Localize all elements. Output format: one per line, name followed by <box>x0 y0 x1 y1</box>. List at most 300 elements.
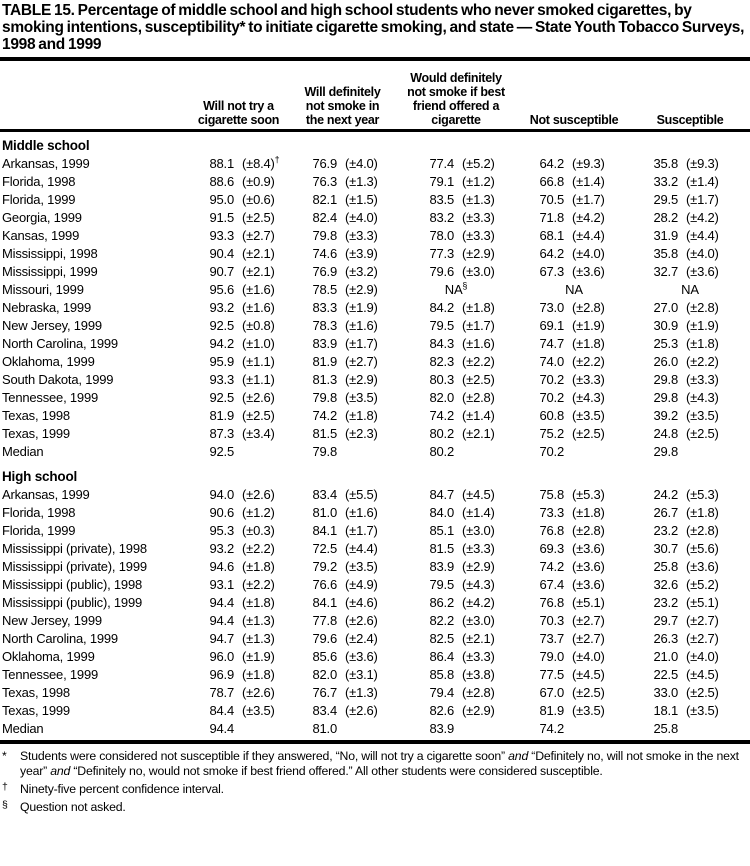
value-cell: 95.9 <box>209 354 234 369</box>
header-row <box>0 61 750 131</box>
footnote-text: Ninety-five percent confidence interval. <box>20 782 224 796</box>
table-row <box>0 281 750 299</box>
value-cell: 82.3 <box>429 354 454 369</box>
table-row <box>0 684 750 702</box>
state-label: Tennessee, 1999 <box>2 390 99 405</box>
confidence-interval-cell: (±2.6) <box>242 390 275 405</box>
value-cell: 82.6 <box>429 703 454 718</box>
footnote-marker: * <box>2 749 7 763</box>
value-cell: 26.0 <box>653 354 679 369</box>
state-label: North Carolina, 1999 <box>2 336 118 351</box>
confidence-interval-cell <box>234 720 291 738</box>
table-row <box>0 425 750 443</box>
value-cell: 84.1 <box>312 523 337 538</box>
state-label: New Jersey, 1999 <box>2 613 102 628</box>
value-cell: 70.3 <box>539 613 564 628</box>
confidence-interval-cell: (±2.8) <box>462 390 495 405</box>
confidence-interval-cell: (±2.7) <box>572 631 605 646</box>
value-cell: 83.4 <box>312 487 337 502</box>
value-cell: 74.7 <box>539 336 564 351</box>
table-row <box>0 317 750 335</box>
confidence-interval-cell <box>678 720 750 738</box>
confidence-interval-cell: (±3.2) <box>345 264 378 279</box>
value-cell: 79.8 <box>312 390 337 405</box>
value-cell: 22.5 <box>653 667 679 682</box>
confidence-interval-cell: (±1.9) <box>686 318 719 333</box>
confidence-interval-cell: (±2.9) <box>462 246 495 261</box>
confidence-interval-cell: (±4.9) <box>345 577 378 592</box>
confidence-interval-cell <box>337 443 394 461</box>
table-row <box>0 263 750 281</box>
confidence-interval-cell: (±5.3) <box>686 487 719 502</box>
value-cell: 78.5 <box>312 282 337 297</box>
table-row <box>0 486 750 504</box>
value-cell: 85.8 <box>429 667 454 682</box>
confidence-interval-cell: (±2.8) <box>572 523 605 538</box>
confidence-interval-cell: (±2.6) <box>345 613 378 628</box>
value-cell: 84.7 <box>429 487 454 502</box>
confidence-interval-cell: (±0.8) <box>242 318 275 333</box>
confidence-interval-cell: (±3.6) <box>572 541 605 556</box>
confidence-interval-cell: (±3.0) <box>462 264 495 279</box>
confidence-interval-cell: (±2.7) <box>242 228 275 243</box>
confidence-interval-cell: (±3.3) <box>572 372 605 387</box>
value-cell: 93.2 <box>209 300 234 315</box>
value-cell: 71.8 <box>539 210 564 225</box>
value-cell: 83.2 <box>429 210 454 225</box>
value-cell: 95.6 <box>209 282 234 297</box>
confidence-interval-cell: (±2.5) <box>242 210 275 225</box>
confidence-interval-cell: (±4.5) <box>686 667 719 682</box>
table-row <box>0 155 750 173</box>
value-cell: 76.3 <box>312 174 337 189</box>
value-cell: 72.5 <box>312 541 337 556</box>
confidence-interval-cell: (±3.3) <box>462 541 495 556</box>
footnote <box>2 782 750 797</box>
value-cell: 82.1 <box>312 192 337 207</box>
confidence-interval-cell: (±1.8) <box>345 408 378 423</box>
value-cell: 94.6 <box>209 559 234 574</box>
value-cell: 96.9 <box>209 667 234 682</box>
value-cell: 64.2 <box>539 156 564 171</box>
column-header-definitely-not-smoke: Will definitely not smoke in the next year <box>291 61 394 131</box>
confidence-interval-cell: (±1.2) <box>242 505 275 520</box>
na-cell: NA <box>565 282 583 297</box>
confidence-interval-cell: (±1.3) <box>242 613 275 628</box>
table-row <box>0 209 750 227</box>
footnote <box>2 749 750 779</box>
state-label: Texas, 1999 <box>2 426 70 441</box>
value-cell: 93.2 <box>209 541 234 556</box>
confidence-interval-cell: (±4.5) <box>462 487 495 502</box>
value-cell: 83.9 <box>429 559 454 574</box>
value-cell: 84.3 <box>429 336 454 351</box>
value-cell: 84.1 <box>312 595 337 610</box>
footnote-text: Students were considered not susceptible if they answered, “No, will not try a cigarette soon” and “Definitely no, will not smoke in the next year” and “Definitely no, would not smoke if best friend offered.” All other students were considered susceptible. <box>20 749 739 778</box>
confidence-interval-cell: (±4.0) <box>345 210 378 225</box>
value-cell: 85.6 <box>312 649 337 664</box>
table-row <box>0 389 750 407</box>
confidence-interval-cell: (±3.8) <box>462 667 495 682</box>
value-cell: 74.2 <box>539 559 564 574</box>
confidence-interval-cell: (±1.8) <box>462 300 495 315</box>
value-cell: 82.4 <box>312 210 337 225</box>
table-row <box>0 353 750 371</box>
table-row <box>0 666 750 684</box>
column-header-susceptible: Susceptible <box>630 61 750 131</box>
confidence-interval-cell: (±3.0) <box>462 613 495 628</box>
section-header-label: Middle school <box>2 138 90 153</box>
column-header-will-not-try: Will not try a cigarette soon <box>186 61 291 131</box>
value-cell: 87.3 <box>209 426 234 441</box>
table-row <box>0 594 750 612</box>
state-label: Mississippi, 1998 <box>2 246 98 261</box>
value-cell: 33.2 <box>653 174 679 189</box>
value-cell: 77.4 <box>429 156 454 171</box>
state-label: Median <box>2 721 44 736</box>
confidence-interval-cell <box>234 443 291 461</box>
confidence-interval-cell: (±5.2) <box>686 577 719 592</box>
table-row <box>0 504 750 522</box>
value-cell: 88.1 <box>209 156 234 171</box>
footnote-marker-sup: § <box>462 281 468 291</box>
confidence-interval-cell: (±4.6) <box>345 595 378 610</box>
value-cell: 96.0 <box>209 649 234 664</box>
value-cell: 70.5 <box>539 192 564 207</box>
confidence-interval-cell: (±9.3) <box>572 156 605 171</box>
confidence-interval-cell: (±0.3) <box>242 523 275 538</box>
confidence-interval-cell: (±2.9) <box>345 372 378 387</box>
confidence-interval-cell: (±2.7) <box>345 354 378 369</box>
confidence-interval-cell <box>564 443 630 461</box>
value-cell: 79.8 <box>312 228 337 243</box>
confidence-interval-cell: (±2.7) <box>572 613 605 628</box>
section-header-row <box>0 461 750 486</box>
confidence-interval-cell: (±3.3) <box>462 228 495 243</box>
confidence-interval-cell: (±1.6) <box>345 505 378 520</box>
confidence-interval-cell: (±1.0) <box>242 336 275 351</box>
confidence-interval-cell: (±1.5) <box>345 192 378 207</box>
confidence-interval-cell: (±1.9) <box>345 300 378 315</box>
confidence-interval-cell: (±2.4) <box>345 631 378 646</box>
value-cell: 79.2 <box>312 559 337 574</box>
state-label: Texas, 1998 <box>2 408 70 423</box>
table-row <box>0 648 750 666</box>
confidence-interval-cell: (±3.3) <box>686 372 719 387</box>
confidence-interval-cell: (±4.0) <box>572 649 605 664</box>
confidence-interval-cell: (±3.5) <box>686 408 719 423</box>
value-cell: 77.3 <box>429 246 454 261</box>
table-row <box>0 630 750 648</box>
value-cell: 76.8 <box>539 595 564 610</box>
confidence-interval-cell: (±2.5) <box>686 426 719 441</box>
confidence-interval-cell: (±1.8) <box>572 505 605 520</box>
value-cell: 82.2 <box>429 613 454 628</box>
confidence-interval-cell: (±5.1) <box>686 595 719 610</box>
confidence-interval-cell: (±4.5) <box>572 667 605 682</box>
value-cell: 84.2 <box>429 300 454 315</box>
state-label: Oklahoma, 1999 <box>2 649 95 664</box>
value-cell: 81.5 <box>312 426 337 441</box>
value-cell: 29.8 <box>653 372 679 387</box>
state-column-header <box>0 61 186 131</box>
value-cell: 76.8 <box>539 523 564 538</box>
value-cell: 74.0 <box>539 354 564 369</box>
confidence-interval-cell <box>454 443 518 461</box>
confidence-interval-cell: (±4.0) <box>345 156 378 171</box>
value-cell: 30.9 <box>653 318 679 333</box>
footnotes <box>0 744 750 815</box>
value-cell: 77.8 <box>312 613 337 628</box>
confidence-interval-cell: (±1.6) <box>462 336 495 351</box>
value-cell: 78.3 <box>312 318 337 333</box>
confidence-interval-cell <box>678 443 750 461</box>
confidence-interval-cell: (±2.9) <box>462 559 495 574</box>
value-cell: 70.2 <box>539 444 564 459</box>
value-cell: 29.5 <box>653 192 679 207</box>
value-cell: 77.5 <box>539 667 564 682</box>
confidence-interval-cell: (±3.5) <box>242 703 275 718</box>
value-cell: 69.3 <box>539 541 564 556</box>
confidence-interval-cell: (±1.7) <box>345 336 378 351</box>
state-label: Nebraska, 1999 <box>2 300 91 315</box>
value-cell: 81.9 <box>539 703 564 718</box>
value-cell: 79.5 <box>429 318 454 333</box>
confidence-interval-cell: (±1.9) <box>242 649 275 664</box>
value-cell: 67.3 <box>539 264 564 279</box>
value-cell: 93.1 <box>209 577 234 592</box>
state-label: Arkansas, 1999 <box>2 156 90 171</box>
value-cell: 67.0 <box>539 685 564 700</box>
value-cell: 24.2 <box>653 487 679 502</box>
confidence-interval-cell: (±1.7) <box>462 318 495 333</box>
confidence-interval-cell: (±9.3) <box>686 156 719 171</box>
confidence-interval-cell: (±3.1) <box>345 667 378 682</box>
confidence-interval-cell: (±3.4) <box>242 426 275 441</box>
confidence-interval-cell: (±2.2) <box>242 541 275 556</box>
confidence-interval-cell: (±3.0) <box>462 523 495 538</box>
table-row <box>0 191 750 209</box>
table-row <box>0 720 750 738</box>
value-cell: 66.8 <box>539 174 564 189</box>
value-cell: 79.0 <box>539 649 564 664</box>
value-cell: 88.6 <box>209 174 234 189</box>
state-label: Texas, 1998 <box>2 685 70 700</box>
value-cell: 29.8 <box>653 390 679 405</box>
confidence-interval-cell: (±2.8) <box>686 300 719 315</box>
value-cell: 80.2 <box>429 444 454 459</box>
confidence-interval-cell: (±1.4) <box>462 408 495 423</box>
confidence-interval-cell: (±2.3) <box>345 426 378 441</box>
table-header <box>0 61 750 131</box>
confidence-interval-cell: (±4.0) <box>686 649 719 664</box>
section-header-label: High school <box>2 469 78 484</box>
value-cell: 93.3 <box>209 228 234 243</box>
value-cell: 80.2 <box>429 426 454 441</box>
value-cell: 74.6 <box>312 246 337 261</box>
value-cell: 76.7 <box>312 685 337 700</box>
state-label: Georgia, 1999 <box>2 210 82 225</box>
value-cell: 25.8 <box>653 559 679 574</box>
confidence-interval-cell: (±1.7) <box>686 192 719 207</box>
value-cell: 93.3 <box>209 372 234 387</box>
confidence-interval-cell: (±3.3) <box>462 210 495 225</box>
state-label: New Jersey, 1999 <box>2 318 102 333</box>
state-label: Kansas, 1999 <box>2 228 80 243</box>
state-label: North Carolina, 1999 <box>2 631 118 646</box>
confidence-interval-cell: (±2.2) <box>686 354 719 369</box>
value-cell: 81.0 <box>312 505 337 520</box>
state-label: Florida, 1999 <box>2 523 76 538</box>
confidence-interval-cell: (±1.8) <box>686 336 719 351</box>
confidence-interval-cell: (±2.2) <box>462 354 495 369</box>
confidence-interval-cell: (±4.3) <box>572 390 605 405</box>
confidence-interval-cell: (±4.2) <box>462 595 495 610</box>
value-cell: 29.7 <box>653 613 679 628</box>
confidence-interval-cell: (±1.1) <box>242 372 275 387</box>
value-cell: 27.0 <box>653 300 679 315</box>
confidence-interval-cell: (±4.0) <box>686 246 719 261</box>
value-cell: 21.0 <box>653 649 679 664</box>
state-label: Mississippi (private), 1999 <box>2 559 147 574</box>
confidence-interval-cell <box>337 720 394 738</box>
confidence-interval-cell: (±2.2) <box>572 354 605 369</box>
value-cell: 79.6 <box>429 264 454 279</box>
confidence-interval-cell: (±2.5) <box>242 408 275 423</box>
state-label: Texas, 1999 <box>2 703 70 718</box>
confidence-interval-cell: (±3.6) <box>572 577 605 592</box>
table-row <box>0 173 750 191</box>
value-cell: 94.4 <box>209 595 234 610</box>
confidence-interval-cell: (±1.3) <box>242 631 275 646</box>
value-cell: 73.3 <box>539 505 564 520</box>
confidence-interval-cell: (±2.5) <box>572 426 605 441</box>
value-cell: 32.7 <box>653 264 679 279</box>
confidence-interval-cell: (±3.5) <box>686 703 719 718</box>
confidence-interval-cell: (±1.6) <box>242 300 275 315</box>
confidence-interval-cell: (±1.3) <box>345 685 378 700</box>
value-cell: 30.7 <box>653 541 679 556</box>
state-label: Mississippi (public), 1999 <box>2 595 143 610</box>
value-cell: 73.0 <box>539 300 564 315</box>
value-cell: 67.4 <box>539 577 564 592</box>
confidence-interval-cell: (±2.1) <box>242 264 275 279</box>
value-cell: 24.8 <box>653 426 679 441</box>
confidence-interval-cell: (±3.6) <box>686 559 719 574</box>
value-cell: 70.2 <box>539 372 564 387</box>
value-cell: 29.8 <box>653 444 679 459</box>
value-cell: 83.3 <box>312 300 337 315</box>
value-cell: 90.6 <box>209 505 234 520</box>
confidence-interval-cell: (±4.4) <box>572 228 605 243</box>
value-cell: 79.6 <box>312 631 337 646</box>
value-cell: 83.9 <box>429 721 454 736</box>
table-row <box>0 558 750 576</box>
value-cell: 26.7 <box>653 505 679 520</box>
confidence-interval-cell: (±2.5) <box>686 685 719 700</box>
confidence-interval-cell: (±1.9) <box>572 318 605 333</box>
value-cell: 35.8 <box>653 156 679 171</box>
confidence-interval-cell: (±2.5) <box>462 372 495 387</box>
confidence-interval-cell: (±2.2) <box>242 577 275 592</box>
value-cell: 86.4 <box>429 649 454 664</box>
confidence-interval-cell: (±1.7) <box>345 523 378 538</box>
value-cell: 90.4 <box>209 246 234 261</box>
confidence-interval-cell: (±1.2) <box>462 174 495 189</box>
confidence-interval-cell: (±4.3) <box>462 577 495 592</box>
confidence-interval-cell: (±1.4) <box>572 174 605 189</box>
value-cell: 31.9 <box>653 228 679 243</box>
value-cell: 94.2 <box>209 336 234 351</box>
table-row <box>0 299 750 317</box>
confidence-interval-cell: (±1.6) <box>242 282 275 297</box>
value-cell: 95.3 <box>209 523 234 538</box>
table-row <box>0 443 750 461</box>
value-cell: 81.3 <box>312 372 337 387</box>
value-cell: 25.3 <box>653 336 679 351</box>
confidence-interval-cell: (±5.5) <box>345 487 378 502</box>
value-cell: 23.2 <box>653 523 679 538</box>
state-label: Mississippi (private), 1998 <box>2 541 147 556</box>
value-cell: 64.2 <box>539 246 564 261</box>
value-cell: 78.7 <box>209 685 234 700</box>
value-cell: 70.2 <box>539 390 564 405</box>
confidence-interval-cell: (±5.3) <box>572 487 605 502</box>
value-cell: 68.1 <box>539 228 564 243</box>
value-cell: 92.5 <box>209 390 234 405</box>
value-cell: 81.9 <box>312 354 337 369</box>
value-cell: 35.8 <box>653 246 679 261</box>
value-cell: 69.1 <box>539 318 564 333</box>
confidence-interval-cell: (±1.8) <box>572 336 605 351</box>
confidence-interval-cell: (±4.2) <box>686 210 719 225</box>
confidence-interval-cell: (±1.3) <box>462 192 495 207</box>
confidence-interval-cell: (±1.3) <box>345 174 378 189</box>
value-cell: 33.0 <box>653 685 679 700</box>
footnote-marker: § <box>2 799 8 811</box>
table-row <box>0 576 750 594</box>
value-cell: 79.1 <box>429 174 454 189</box>
confidence-interval-cell: (±2.7) <box>686 631 719 646</box>
value-cell: 81.0 <box>312 721 337 736</box>
confidence-interval-cell: (±2.8) <box>462 685 495 700</box>
value-cell: 74.2 <box>539 721 564 736</box>
confidence-interval-cell: (±2.8) <box>686 523 719 538</box>
value-cell: 28.2 <box>653 210 679 225</box>
confidence-interval-cell: (±2.5) <box>572 685 605 700</box>
confidence-interval-cell: (±4.3) <box>686 390 719 405</box>
value-cell: 79.8 <box>312 444 337 459</box>
confidence-interval-cell: (±1.7) <box>572 192 605 207</box>
footnote-marker-sup: † <box>274 155 280 165</box>
confidence-interval-cell: (±0.9) <box>242 174 275 189</box>
confidence-interval-cell: (±2.9) <box>462 703 495 718</box>
state-label: Oklahoma, 1999 <box>2 354 95 369</box>
value-cell: 73.7 <box>539 631 564 646</box>
value-cell: 75.2 <box>539 426 564 441</box>
value-cell: 32.6 <box>653 577 679 592</box>
value-cell: 78.0 <box>429 228 454 243</box>
confidence-interval-cell: (±2.1) <box>462 631 495 646</box>
value-cell: 85.1 <box>429 523 454 538</box>
confidence-interval-cell: (±3.6) <box>345 649 378 664</box>
confidence-interval-cell: (±1.4) <box>686 174 719 189</box>
confidence-interval-cell: (±4.4) <box>686 228 719 243</box>
value-cell: 81.9 <box>209 408 234 423</box>
value-cell: 79.4 <box>429 685 454 700</box>
value-cell: 86.2 <box>429 595 454 610</box>
value-cell: 74.2 <box>429 408 454 423</box>
